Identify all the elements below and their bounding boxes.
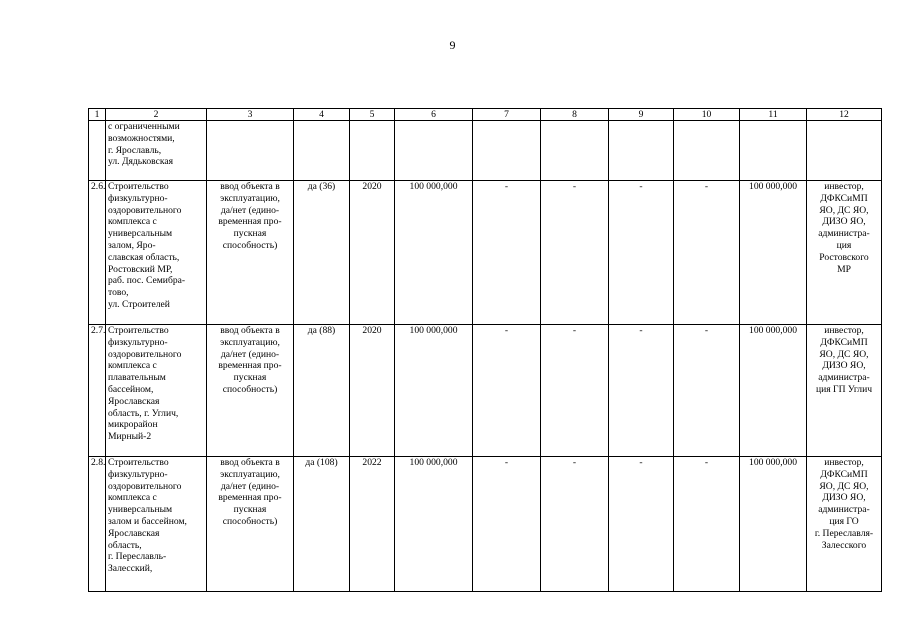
result-indicator-line: пускная bbox=[233, 228, 267, 240]
result-indicator-line: способность) bbox=[222, 239, 278, 251]
result-indicator-line: да/нет (едино- bbox=[220, 348, 280, 360]
executors-line: ция ГО bbox=[829, 515, 859, 527]
executors-line: инвестор, bbox=[824, 181, 864, 192]
executors-line: ЯО, ДС ЯО, bbox=[819, 480, 869, 492]
amount-col-9: - bbox=[609, 457, 674, 592]
table-body bbox=[89, 121, 882, 592]
total-amount: 100 000,000 bbox=[395, 325, 473, 457]
table-row bbox=[89, 121, 882, 181]
amount-col-9: - bbox=[609, 325, 674, 457]
amount-col-10: - bbox=[674, 457, 740, 592]
executors-line: МР bbox=[837, 263, 851, 275]
object-name-line: ул. Строителей bbox=[108, 298, 170, 310]
result-indicator-line: временная про- bbox=[218, 216, 282, 228]
object-name-line: универсальным bbox=[108, 228, 173, 240]
executors-line: ДФКСиМП bbox=[820, 336, 868, 348]
indicator-value: да (108) bbox=[294, 457, 350, 592]
column-header: 1 bbox=[89, 109, 106, 121]
amount-col-10 bbox=[674, 121, 740, 181]
executors-line: г. Переславля- bbox=[814, 527, 874, 539]
object-name-line: область, bbox=[108, 539, 142, 551]
executors-line: администра- bbox=[818, 228, 870, 240]
executors-line: администра- bbox=[818, 504, 870, 516]
amount-col-8 bbox=[541, 121, 609, 181]
result-indicator bbox=[207, 457, 294, 592]
row-number: 2.8. bbox=[89, 457, 106, 592]
amount-col-8: - bbox=[541, 325, 609, 457]
header-row bbox=[89, 109, 882, 121]
table-row bbox=[89, 181, 882, 325]
table-row bbox=[89, 457, 882, 592]
year: 2020 bbox=[350, 325, 395, 457]
result-indicator-line: эксплуатацию, bbox=[220, 468, 280, 480]
table-row bbox=[89, 325, 882, 457]
object-name-line: ул. Дядьковская bbox=[108, 156, 174, 168]
executors-line: ДИЗО ЯО, bbox=[822, 492, 866, 504]
executors-line: ЯО, ДС ЯО, bbox=[819, 204, 869, 216]
row-number bbox=[89, 121, 106, 181]
amount-col-10: - bbox=[674, 181, 740, 325]
result-indicator-line: да/нет (едино- bbox=[220, 204, 280, 216]
result-indicator-line: ввод объекта в bbox=[220, 325, 280, 336]
object-name bbox=[106, 181, 207, 325]
program-table bbox=[88, 108, 882, 592]
year bbox=[350, 121, 395, 181]
executors-line: ция bbox=[836, 239, 852, 251]
object-name-line: физкультурно- bbox=[108, 468, 168, 480]
result-indicator-line: ввод объекта в bbox=[220, 181, 280, 192]
executors bbox=[807, 325, 882, 457]
object-name-line: Мирный-2 bbox=[108, 431, 152, 443]
total-amount bbox=[395, 121, 473, 181]
column-header: 2 bbox=[106, 109, 207, 121]
indicator-value bbox=[294, 121, 350, 181]
object-name-line: комплекса с bbox=[108, 360, 157, 372]
page-number: 9 bbox=[449, 38, 456, 52]
column-header: 9 bbox=[609, 109, 674, 121]
result-indicator-line: временная про- bbox=[218, 360, 282, 372]
object-name-line: г. Переславль- bbox=[108, 551, 167, 563]
object-name-line: физкультурно- bbox=[108, 192, 168, 204]
total-amount: 100 000,000 bbox=[395, 181, 473, 325]
executors-line: ция ГП Углич bbox=[815, 383, 873, 395]
result-indicator-line: способность) bbox=[222, 383, 278, 395]
object-name-line: оздоровительного bbox=[108, 348, 182, 360]
object-name-line: Ярославская bbox=[108, 527, 160, 539]
object-name-line: Строительство bbox=[108, 181, 169, 192]
object-name-line: плавательным bbox=[108, 372, 166, 384]
result-indicator-line: ввод объекта в bbox=[220, 457, 280, 468]
executors-line: инвестор, bbox=[824, 457, 864, 468]
executors-line: ДФКСиМП bbox=[820, 192, 868, 204]
amount-col-11: 100 000,000 bbox=[740, 457, 807, 592]
object-name-line: бассейном, bbox=[108, 383, 154, 395]
executors-line: Ростовского bbox=[819, 251, 869, 263]
object-name-line: универсальным bbox=[108, 504, 173, 516]
amount-col-7: - bbox=[473, 457, 541, 592]
column-header: 5 bbox=[350, 109, 395, 121]
executors bbox=[807, 181, 882, 325]
object-name-line: комплекса с bbox=[108, 492, 157, 504]
executors-line: ДИЗО ЯО, bbox=[822, 216, 866, 228]
object-name-line: оздоровительного bbox=[108, 480, 182, 492]
amount-col-8: - bbox=[541, 457, 609, 592]
object-name-line: г. Ярославль, bbox=[108, 144, 162, 156]
indicator-value: да (88) bbox=[294, 325, 350, 457]
object-name-line: тово, bbox=[108, 287, 129, 299]
indicator-value: да (36) bbox=[294, 181, 350, 325]
result-indicator bbox=[207, 121, 294, 181]
object-name-line: Ростовский МР, bbox=[108, 263, 173, 275]
amount-col-11: 100 000,000 bbox=[740, 325, 807, 457]
result-indicator bbox=[207, 181, 294, 325]
result-indicator-line: пускная bbox=[233, 372, 267, 384]
result-indicator-line: временная про- bbox=[218, 492, 282, 504]
result-indicator-line: эксплуатацию, bbox=[220, 192, 280, 204]
column-header: 7 bbox=[473, 109, 541, 121]
executors-line: ЯО, ДС ЯО, bbox=[819, 348, 869, 360]
object-name-line: оздоровительного bbox=[108, 204, 182, 216]
row-number: 2.7. bbox=[89, 325, 106, 457]
amount-col-7 bbox=[473, 121, 541, 181]
object-name-line: славская область, bbox=[108, 251, 180, 263]
amount-col-9: - bbox=[609, 181, 674, 325]
executors-line: ДИЗО ЯО, bbox=[822, 360, 866, 372]
object-name-line: с ограниченными bbox=[108, 121, 180, 132]
amount-col-7: - bbox=[473, 325, 541, 457]
column-header: 3 bbox=[207, 109, 294, 121]
executors-line: Залесского bbox=[821, 539, 867, 551]
amount-col-11: 100 000,000 bbox=[740, 181, 807, 325]
year: 2020 bbox=[350, 181, 395, 325]
object-name bbox=[106, 121, 207, 181]
row-number: 2.6. bbox=[89, 181, 106, 325]
amount-col-11 bbox=[740, 121, 807, 181]
result-indicator-line: способность) bbox=[222, 515, 278, 527]
executors-line: инвестор, bbox=[824, 325, 864, 336]
object-name-line: комплекса с bbox=[108, 216, 157, 228]
executors bbox=[807, 457, 882, 592]
result-indicator-line: пускная bbox=[233, 504, 267, 516]
amount-col-9 bbox=[609, 121, 674, 181]
object-name-line: область, г. Углич, bbox=[108, 407, 179, 419]
column-header: 4 bbox=[294, 109, 350, 121]
object-name-line: Залесский, bbox=[108, 563, 153, 575]
executors bbox=[807, 121, 882, 181]
object-name-line: раб. пос. Семибра- bbox=[108, 275, 186, 287]
object-name-line: Строительство bbox=[108, 457, 169, 468]
object-name-line: залом, Яро- bbox=[108, 239, 156, 251]
object-name-line: Строительство bbox=[108, 325, 169, 336]
result-indicator-line: да/нет (едино- bbox=[220, 480, 280, 492]
result-indicator bbox=[207, 325, 294, 457]
amount-col-7: - bbox=[473, 181, 541, 325]
amount-col-8: - bbox=[541, 181, 609, 325]
result-indicator-line: эксплуатацию, bbox=[220, 336, 280, 348]
object-name-line: микрорайон bbox=[108, 419, 158, 431]
object-name-line: Ярославская bbox=[108, 395, 160, 407]
object-name bbox=[106, 457, 207, 592]
total-amount: 100 000,000 bbox=[395, 457, 473, 592]
object-name bbox=[106, 325, 207, 457]
column-header: 6 bbox=[395, 109, 473, 121]
column-header: 8 bbox=[541, 109, 609, 121]
executors-line: ДФКСиМП bbox=[820, 468, 868, 480]
executors-line: администра- bbox=[818, 372, 870, 384]
year: 2022 bbox=[350, 457, 395, 592]
object-name-line: залом и бассейном, bbox=[108, 515, 187, 527]
column-header: 10 bbox=[674, 109, 740, 121]
object-name-line: физкультурно- bbox=[108, 336, 168, 348]
object-name-line: возможностями, bbox=[108, 132, 175, 144]
column-header: 12 bbox=[807, 109, 882, 121]
column-header: 11 bbox=[740, 109, 807, 121]
amount-col-10: - bbox=[674, 325, 740, 457]
